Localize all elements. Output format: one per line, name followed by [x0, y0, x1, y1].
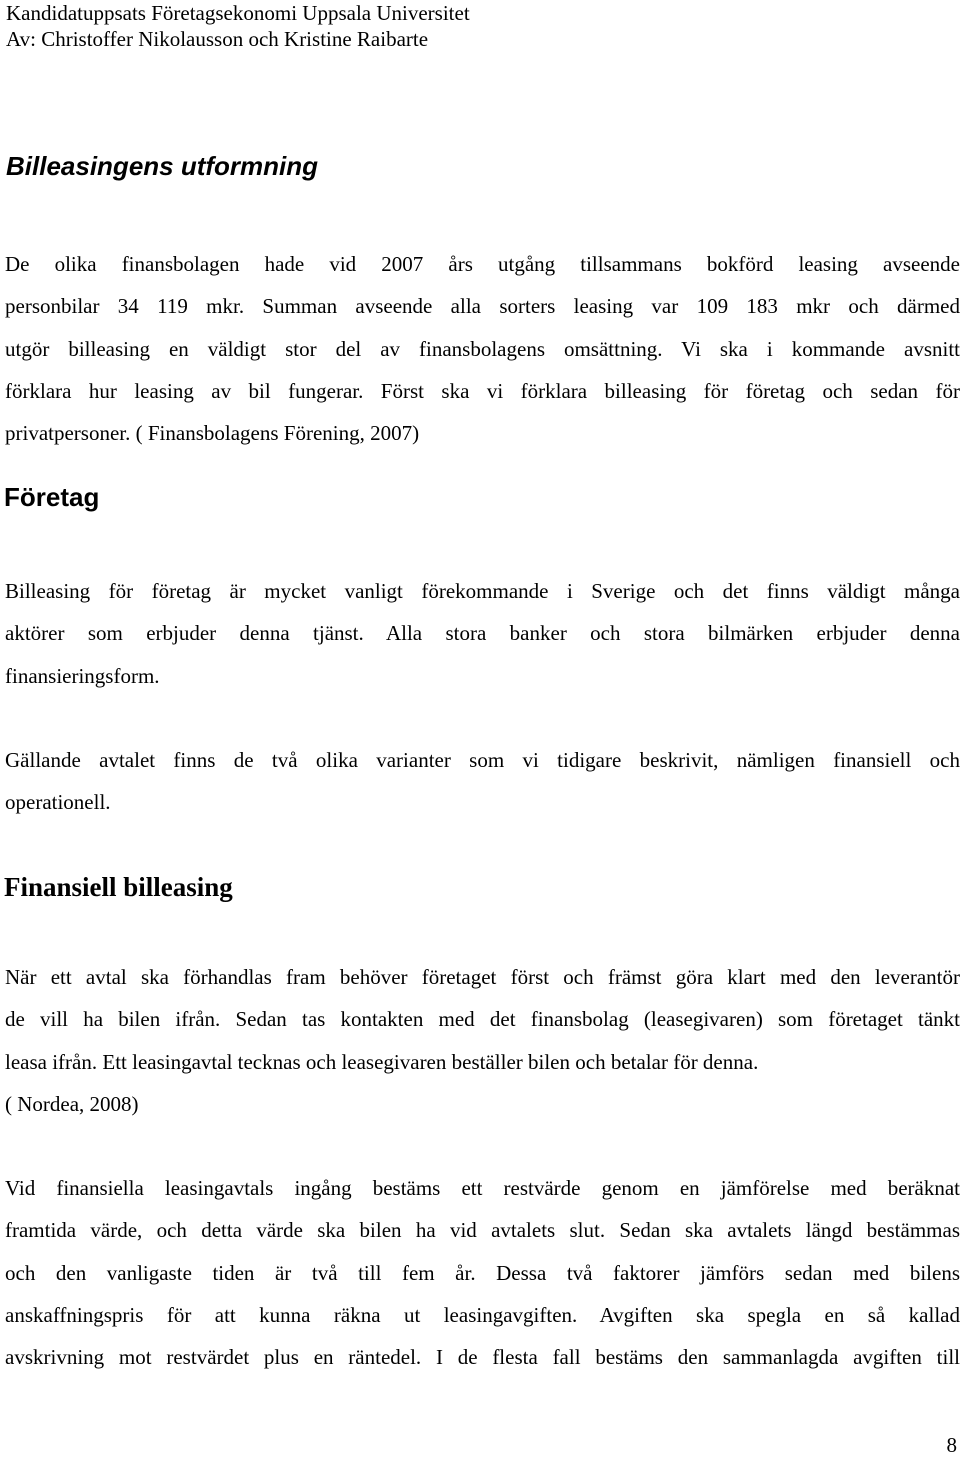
paragraph-finansiell [5, 956, 960, 1125]
text-line: De olika finansbolagen hade vid 2007 års utgång tillsammans bokförd leasing avseende [5, 252, 960, 276]
header-line-authors: Av: Christoffer Nikolausson och Kristine Raibarte [6, 27, 429, 51]
text-line: förklara hur leasing av bil fungerar. Först ska vi förklara billeasing för företag och sedan för [5, 378, 960, 403]
text-line: privatpersoner. ( Finansbolagens Förening, 2007) [5, 421, 420, 446]
text-line: aktörer som erbjuder denna tjänst. Alla stora banker och stora bilmärken erbjuder denna [5, 621, 960, 646]
text-line: de vill ha bilen ifrån. Sedan tas kontakten med det finansbolag (leasegivaren) som företaget tänkt [5, 1007, 960, 1032]
text-line: Billeasing för företag är mycket vanligt förekommande i Sverige och det finns väldigt många [5, 579, 960, 603]
paragraph-avtal [5, 739, 960, 824]
header-line-thesis: Kandidatuppsats Företagsekonomi Uppsala Universitet [6, 1, 470, 25]
running-header [6, 0, 946, 52]
text-line: utgör billeasing en väldigt stor del av finansbolagens omsättning. Vi ska i kommande avsnitt [5, 336, 960, 361]
heading-foretag: Företag [4, 482, 100, 512]
paragraph-restvarde [5, 1167, 960, 1378]
text-line: avskrivning mot restvärdet plus en räntedel. I de flesta fall bestäms den sammanlagda avgiften till [5, 1345, 960, 1370]
section-title: Billeasingens utformning [6, 151, 319, 181]
text-line: ( Nordea, 2008) [5, 1091, 139, 1116]
text-line: Vid finansiella leasingavtals ingång bestäms ett restvärde genom en jämförelse med beräknat [5, 1176, 960, 1200]
text-line: Gällande avtalet finns de två olika varianter som vi tidigare beskrivit, nämligen finansiell och [5, 748, 960, 772]
text-line: leasa ifrån. Ett leasingavtal tecknas och leasegivaren beställer bilen och betalar för denna. [5, 1049, 759, 1074]
text-line: framtida värde, och detta värde ska bilen ha vid avtalets slut. Sedan ska avtalets längd bestämmas [5, 1218, 960, 1243]
text-line: operationell. [5, 790, 111, 815]
paragraph-intro [5, 243, 960, 454]
page-number: 8 [946, 1433, 957, 1457]
text-line: och den vanligaste tiden är två till fem år. Dessa två faktorer jämförs sedan med bilens [5, 1260, 960, 1285]
paragraph-foretag [5, 570, 960, 697]
text-line: När ett avtal ska förhandlas fram behöver företaget först och främst göra klart med den leverantör [5, 965, 960, 989]
heading-finansiell-billeasing: Finansiell billeasing [4, 872, 233, 902]
text-line: personbilar 34 119 mkr. Summan avseende alla sorters leasing var 109 183 mkr och därmed [5, 294, 960, 319]
text-line: anskaffningspris för att kunna räkna ut leasingavgiften. Avgiften ska spegla en så kallad [5, 1302, 960, 1327]
text-line: finansieringsform. [5, 663, 160, 688]
